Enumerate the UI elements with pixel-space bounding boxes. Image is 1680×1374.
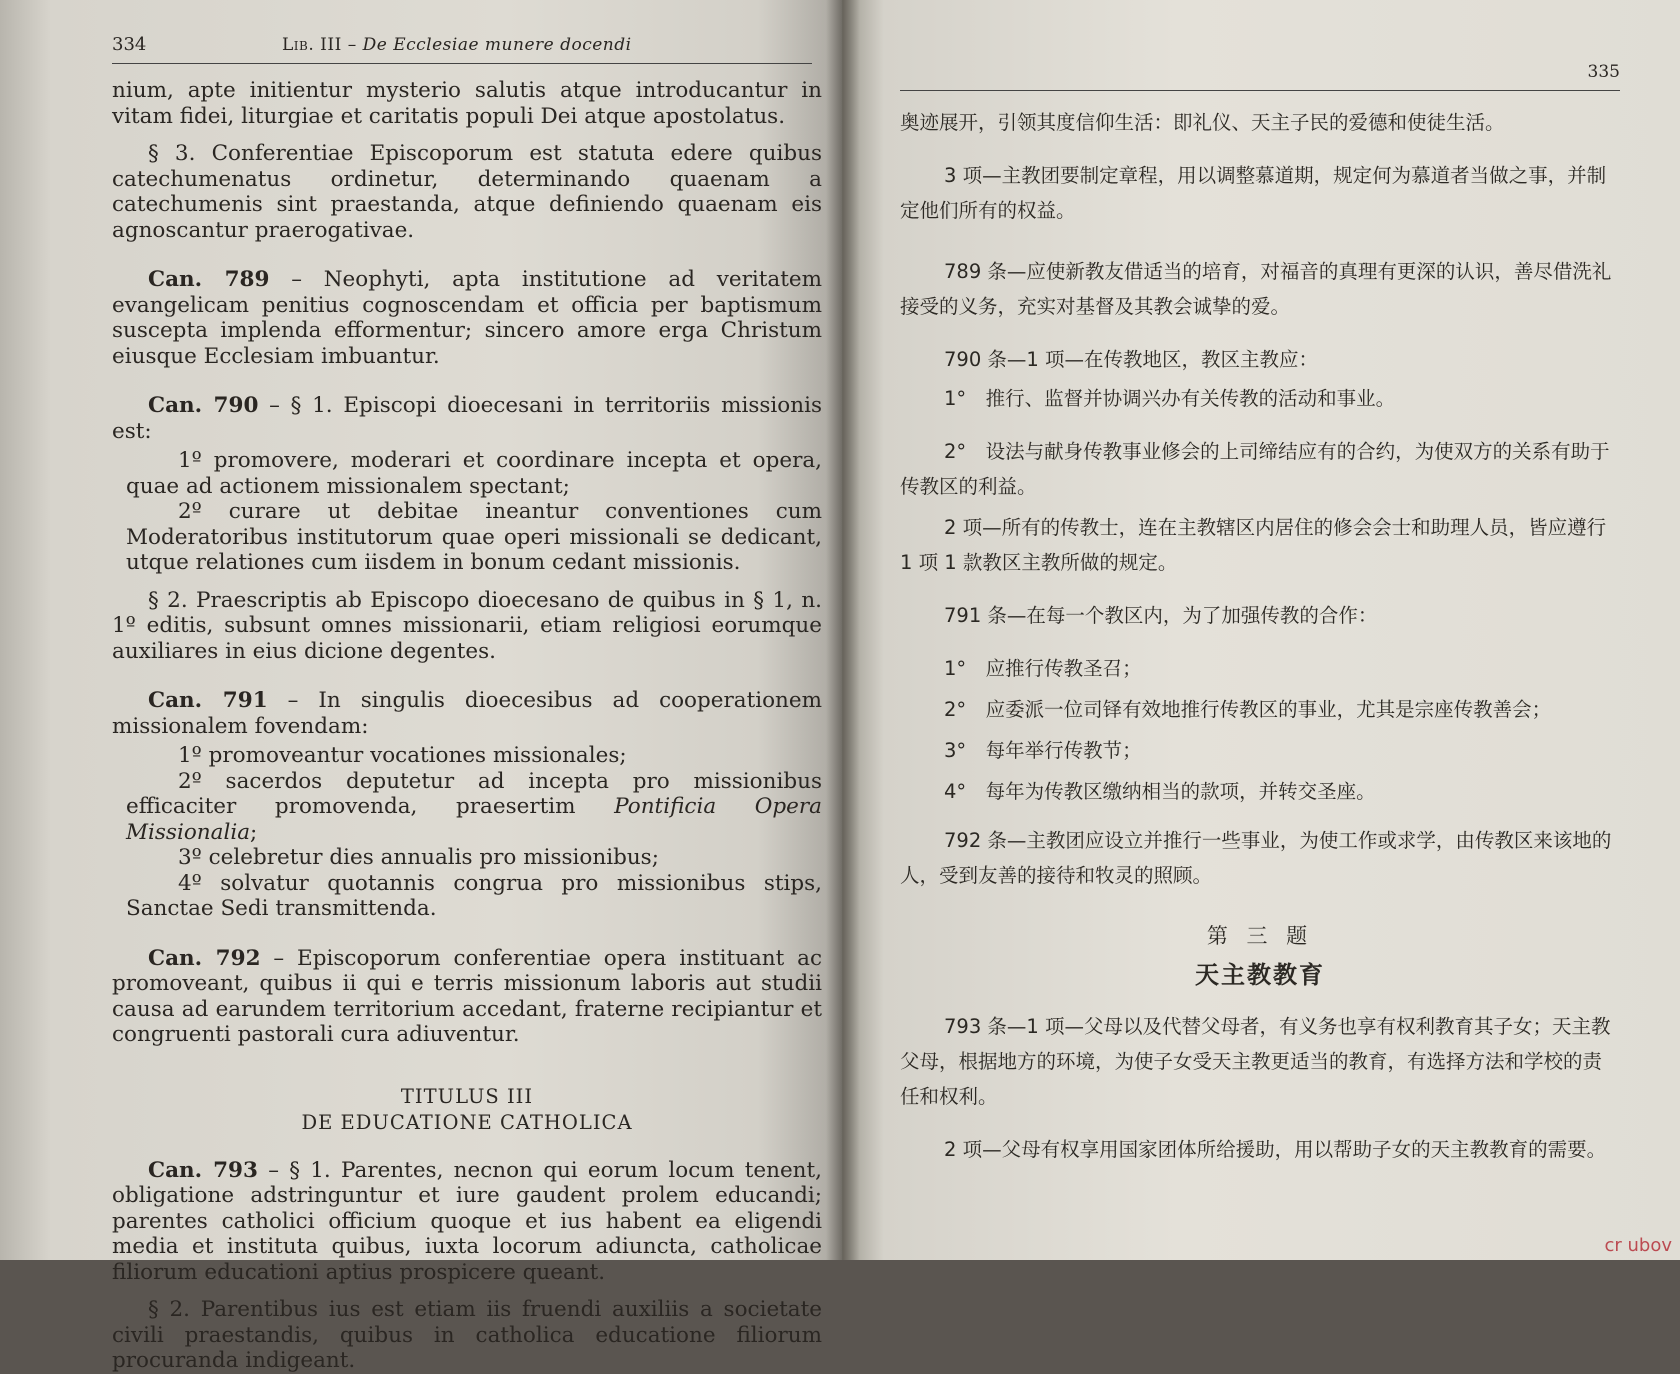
canon-789-zh: 789 条—应使新教友借适当的培育，对福音的真理有更深的认识，善尽借洗礼接受的义务，充实对基督及其教会诚挚的爱。	[900, 260, 1612, 318]
list-item: 1º promovere, moderari et coordinare incepta et opera, quae ad actionem missionalem spectant;	[126, 448, 822, 499]
canon-793: Can. 793 – § 1. Parentes, necnon qui eorum locum tenent, obligatione adstringuntur et iure gaudent prolem educandi; parentes catholici officium quoque et ius habent ea eligendi media et instituta quibus, iuxta locorum adiuncta, catholicae filiorum educationi aptius prospicere queant.	[112, 1157, 822, 1285]
watermark: cr ubov	[1604, 1235, 1672, 1256]
paragraph: 2 项—父母有权享用国家团体所给援助，用以帮助子女的天主教教育的需要。	[944, 1138, 1607, 1161]
canon-789: Can. 789 – Neophyti, apta institutione ad veritatem evangelicam penitius cognoscendam et officia per baptismum suscepta implenda efformentur; sincero amore erga Christum eiusque Ecclesiam imbuantur.	[112, 267, 822, 369]
canon-793-zh: 793 条—1 项—父母以及代替父母者，有义务也享有权利教育其子女；天主教父母，根据地方的环境，为使子女受天主教更适当的教育，有选择方法和学校的责任和权利。	[900, 1015, 1611, 1108]
paragraph: 奥迹展开，引领其度信仰生活：即礼仪、天主子民的爱德和使徒生活。	[900, 111, 1505, 134]
paragraph: § 2. Praescriptis ab Episcopo dioecesano de quibus in § 1, n. 1º editis, subsunt omnes missionarii, etiam religiosi eorumque auxiliares in eius dicione degentes.	[112, 587, 822, 664]
list-item: 2° 应委派一位司铎有效地推行传教区的事业，尤其是宗座传教善会；	[944, 698, 1552, 721]
section-title: 天主教教育	[1195, 961, 1325, 989]
paragraph: § 3. Conferentiae Episcoporum est statuta edere quibus catechumenatus ordinetur, determinando quaenam a catechumenis sint praestanda, atque definiendo quaenam eis agnoscantur praerogativae.	[112, 141, 822, 243]
page-number: 335	[1587, 62, 1620, 82]
section-title: TITULUS III DE EDUCATIONE CATHOLICA	[301, 1084, 633, 1134]
list-item: 1º promoveantur vocationes missionales;	[178, 743, 627, 768]
canon-790-zh: 790 条—1 项—在传教地区，教区主教应：	[944, 348, 1319, 371]
list-item: 4° 每年为传教区缴纳相当的款项，并转交圣座。	[944, 780, 1376, 803]
running-head	[112, 34, 812, 64]
chinese-text	[900, 105, 1620, 1167]
canon-792-zh: 792 条—主教团应设立并推行一些事业，为使工作或求学，由传教区来该地的人，受到友善的接待和牧灵的照顾。	[900, 829, 1612, 887]
list-item: 2º curare ut debitae ineantur conventiones cum Moderatoribus institutorum quae operi missionali se dedicant, utque relationes cum iisdem in bonum cedant missionis.	[126, 499, 822, 575]
list-item: 1° 推行、监督并协调兴办有关传教的活动和事业。	[944, 387, 1396, 410]
list-item: 4º solvatur quotannis congrua pro missionibus stips, Sanctae Sedi transmittenda.	[126, 870, 822, 921]
paragraph: 2 项—所有的传教士，连在主教辖区内居住的修会会士和助理人员，皆应遵行 1 项 1 款教区主教所做的规定。	[900, 516, 1607, 574]
paragraph: § 2. Parentibus ius est etiam iis fruendi auxiliis a societate civili praestandis, quibus in catholica educatione filiorum procuranda indigeant.	[112, 1297, 822, 1373]
list-item: 2° 设法与献身传教事业修会的上司缔结应有的合约，为使双方的关系有助于传教区的利益。	[900, 440, 1610, 498]
list-item: 1° 应推行传教圣召；	[944, 657, 1142, 680]
canon-790: Can. 790 – § 1. Episcopi dioecesani in territoriis missionis est:	[112, 393, 822, 444]
list-item: 2º sacerdos deputetur ad incepta pro missionibus efficaciter promovenda, praesertim Pontificia Opera Missionalia;	[126, 768, 822, 845]
right-page	[842, 0, 1680, 1260]
list-item: 3º celebretur dies annualis pro missionibus;	[178, 845, 659, 870]
running-head	[900, 62, 1620, 91]
running-head-title: Lib. III – De Ecclesiae munere docendi	[282, 35, 632, 55]
paragraph: nium, apte initientur mysterio salutis atque introducantur in vitam fidei, liturgiae et caritatis populi Dei atque apostolatus.	[112, 78, 822, 129]
canon-791-zh: 791 条—在每一个教区内，为了加强传教的合作：	[944, 604, 1378, 627]
book-gutter	[826, 0, 860, 1260]
paragraph: 3 项—主教团要制定章程，用以调整慕道期，规定何为慕道者当做之事，并制定他们所有的权益。	[900, 164, 1607, 222]
page-number: 334	[112, 34, 147, 55]
canon-792: Can. 792 – Episcoporum conferentiae opera instituant ac promoveant, quibus ii qui e terris missionum laboris aut studii causa ad earundem territorium accedant, fraterne recipiantur et congruenti pastorali cura adiuventur.	[112, 945, 822, 1047]
canon-791: Can. 791 – In singulis dioecesibus ad cooperationem missionalem fovendam:	[112, 688, 822, 739]
list-item: 3° 每年举行传教节；	[944, 739, 1142, 762]
section-title-number: 第 三 题	[1206, 924, 1314, 948]
latin-text	[112, 78, 822, 1374]
